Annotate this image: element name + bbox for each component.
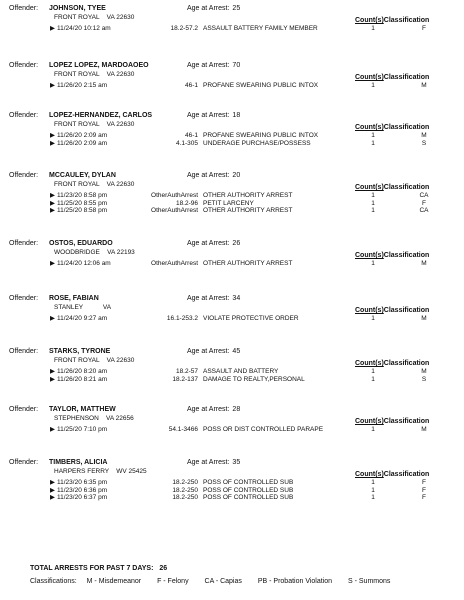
age-label: Age at Arrest: bbox=[187, 172, 230, 179]
charge-description: POSS OF CONTROLLED SUB bbox=[203, 486, 294, 494]
charge-count: 1 bbox=[371, 199, 375, 207]
charge-bullet: ▶ bbox=[50, 315, 55, 322]
offender-location: HARPERS FERRY WV 25425 bbox=[54, 468, 147, 475]
offender-label: Offender: bbox=[9, 295, 39, 302]
charge-classification: F bbox=[422, 486, 426, 494]
offender-name: TIMBERS, ALICIA bbox=[49, 459, 108, 466]
charge-description: DAMAGE TO REALTY,PERSONAL bbox=[203, 375, 305, 383]
counts-header: Count(s) bbox=[355, 124, 384, 131]
charge-classification: M bbox=[421, 426, 427, 433]
classification-legend bbox=[30, 578, 390, 586]
offender-label: Offender: bbox=[9, 112, 39, 119]
charge-code: 18.2-250 bbox=[172, 486, 198, 494]
legend-item: S - Summons bbox=[348, 578, 391, 585]
charge-classification: M bbox=[421, 368, 427, 375]
charge-code: 46-1 bbox=[184, 132, 198, 139]
charge-bullet: ▶ bbox=[50, 494, 55, 501]
offender-label: Offender: bbox=[9, 406, 39, 413]
charge-bullet: ▶ bbox=[50, 207, 55, 214]
age-value: 20 bbox=[232, 172, 241, 179]
charge-count: 1 bbox=[371, 426, 375, 433]
charge-classification: F bbox=[422, 479, 426, 486]
counts-header: Count(s) bbox=[355, 252, 384, 259]
age-value: 70 bbox=[232, 62, 241, 69]
charge-code: 46-1 bbox=[184, 82, 198, 89]
charge-classification: M bbox=[421, 315, 427, 322]
offender-location: FRONT ROYAL VA 22630 bbox=[54, 14, 135, 21]
age-at-arrest bbox=[187, 240, 240, 248]
charge-datetime: 11/25/20 8:55 pm bbox=[57, 199, 108, 207]
charge-code: 18.2-250 bbox=[172, 494, 198, 501]
offender-label: Offender: bbox=[9, 172, 39, 179]
age-at-arrest bbox=[187, 62, 240, 70]
charge-datetime: 11/24/20 12:06 am bbox=[57, 260, 111, 267]
charge-datetime: 11/26/20 8:21 am bbox=[57, 375, 108, 383]
charge-description: VIOLATE PROTECTIVE ORDER bbox=[203, 315, 299, 322]
charge-count: 1 bbox=[371, 192, 375, 199]
offender-label: Offender: bbox=[9, 62, 39, 69]
age-at-arrest bbox=[187, 295, 240, 303]
offender-label: Offender: bbox=[9, 240, 39, 247]
charge-bullet: ▶ bbox=[50, 375, 55, 383]
column-headers bbox=[355, 307, 429, 315]
charge-classification: F bbox=[422, 25, 426, 32]
column-headers bbox=[355, 360, 429, 368]
age-value: 25 bbox=[232, 5, 241, 12]
charge-datetime: 11/26/20 8:20 am bbox=[57, 368, 108, 375]
charge-description: PETIT LARCENY bbox=[203, 199, 254, 207]
charge-bullet: ▶ bbox=[50, 139, 55, 147]
charge-datetime: 11/24/20 10:12 am bbox=[57, 25, 111, 32]
offender-location: FRONT ROYAL VA 22630 bbox=[54, 357, 135, 364]
charge-datetime: 11/25/20 8:58 pm bbox=[57, 207, 108, 214]
total-label: TOTAL ARRESTS FOR PAST 7 DAYS: bbox=[30, 565, 154, 572]
classification-header: Classification bbox=[383, 418, 430, 425]
charge-code: 18.2-96 bbox=[175, 199, 198, 207]
column-headers bbox=[355, 252, 429, 260]
charge-code: 18.2-57 bbox=[175, 368, 198, 375]
age-label: Age at Arrest: bbox=[187, 348, 230, 355]
column-headers bbox=[355, 74, 429, 82]
charge-classification: M bbox=[421, 132, 427, 139]
column-headers bbox=[355, 184, 429, 192]
age-value: 18 bbox=[232, 112, 241, 119]
charge-description: POSS OF CONTROLLED SUB bbox=[203, 494, 294, 501]
charge-datetime: 11/25/20 7:10 pm bbox=[57, 426, 108, 433]
charge-description: POSS OR DIST CONTROLLED PARAPE bbox=[203, 426, 324, 433]
charge-bullet: ▶ bbox=[50, 192, 55, 199]
charge-classification: CA bbox=[419, 192, 429, 199]
charge-code: 54.1-3466 bbox=[168, 426, 198, 433]
offender-location: FRONT ROYAL VA 22630 bbox=[54, 121, 135, 128]
column-headers bbox=[355, 17, 429, 25]
counts-header: Count(s) bbox=[355, 418, 384, 425]
charge-description: OTHER AUTHORITY ARREST bbox=[203, 260, 293, 267]
charge-count: 1 bbox=[371, 315, 375, 322]
charge-bullet: ▶ bbox=[50, 132, 55, 139]
charge-description: OTHER AUTHORITY ARREST bbox=[203, 192, 293, 199]
offender-name: LOPEZ LOPEZ, MARDOAOEO bbox=[49, 62, 149, 69]
legend-item: F - Felony bbox=[157, 578, 189, 585]
age-value: 35 bbox=[232, 459, 241, 466]
charge-datetime: 11/26/20 2:15 am bbox=[57, 82, 108, 89]
offender-label: Offender: bbox=[9, 5, 39, 12]
charge-code: 18.2-250 bbox=[172, 479, 198, 486]
charge-code: OtherAuthArrest bbox=[151, 192, 198, 199]
offender-name: TAYLOR, MATTHEW bbox=[49, 406, 116, 413]
classification-header: Classification bbox=[383, 184, 430, 191]
offender-name: LOPEZ-HERNANDEZ, CARLOS bbox=[49, 112, 153, 119]
charge-description: OTHER AUTHORITY ARREST bbox=[203, 207, 293, 214]
legend-label: Classifications: bbox=[30, 578, 77, 585]
offender-name: OSTOS, EDUARDO bbox=[49, 240, 113, 247]
charge-code: OtherAuthArrest bbox=[151, 207, 198, 214]
charge-datetime: 11/26/20 2:09 am bbox=[57, 132, 108, 139]
legend-item: M - Misdemeanor bbox=[86, 578, 142, 585]
offender-name: ROSE, FABIAN bbox=[49, 295, 99, 302]
offender-location: WOODBRIDGE VA 22193 bbox=[54, 249, 135, 256]
charge-classification: F bbox=[422, 494, 426, 501]
charge-count: 1 bbox=[371, 479, 375, 486]
charge-description: UNDERAGE PURCHASE/POSSESS bbox=[203, 139, 311, 147]
charge-bullet: ▶ bbox=[50, 486, 55, 494]
offender-location: FRONT ROYAL VA 22630 bbox=[54, 71, 135, 78]
age-at-arrest bbox=[187, 459, 240, 467]
charge-count: 1 bbox=[371, 260, 375, 267]
age-at-arrest bbox=[187, 5, 240, 13]
offender-name: MCCAULEY, DYLAN bbox=[49, 172, 116, 179]
counts-header: Count(s) bbox=[355, 307, 384, 314]
counts-header: Count(s) bbox=[355, 471, 384, 478]
legend-item: PB - Probation Violation bbox=[257, 578, 333, 585]
legend-item: CA - Capias bbox=[204, 578, 242, 585]
charge-count: 1 bbox=[371, 139, 375, 147]
charge-classification: CA bbox=[419, 207, 429, 214]
offender-name: STARKS, TYRONE bbox=[49, 348, 111, 355]
counts-header: Count(s) bbox=[355, 17, 384, 24]
offender-name: JOHNSON, TYEE bbox=[49, 5, 106, 12]
charge-datetime: 11/23/20 6:36 pm bbox=[57, 486, 108, 494]
classification-header: Classification bbox=[383, 252, 430, 259]
charge-description: POSS OF CONTROLLED SUB bbox=[203, 479, 294, 486]
age-value: 45 bbox=[232, 348, 241, 355]
charge-description: ASSAULT BATTERY FAMILY MEMBER bbox=[203, 25, 318, 32]
total-arrests bbox=[30, 565, 167, 573]
charge-bullet: ▶ bbox=[50, 479, 55, 486]
counts-header: Count(s) bbox=[355, 74, 384, 81]
offender-location: FRONT ROYAL VA 22630 bbox=[54, 181, 135, 188]
charge-code: 18.2-137 bbox=[172, 375, 198, 383]
charge-datetime: 11/26/20 2:09 am bbox=[57, 139, 108, 147]
age-at-arrest bbox=[187, 172, 240, 180]
column-headers bbox=[355, 471, 429, 479]
classification-header: Classification bbox=[383, 471, 430, 478]
age-value: 26 bbox=[232, 240, 241, 247]
age-label: Age at Arrest: bbox=[187, 62, 230, 69]
charge-datetime: 11/23/20 6:37 pm bbox=[57, 494, 108, 501]
age-label: Age at Arrest: bbox=[187, 295, 230, 302]
charge-code: 16.1-253.2 bbox=[166, 315, 198, 322]
offender-label: Offender: bbox=[9, 348, 39, 355]
charge-bullet: ▶ bbox=[50, 368, 55, 375]
offender-location: STANLEY VA bbox=[54, 304, 112, 311]
charge-count: 1 bbox=[371, 207, 375, 214]
charge-count: 1 bbox=[371, 494, 375, 501]
charge-count: 1 bbox=[371, 82, 375, 89]
classification-header: Classification bbox=[383, 360, 430, 367]
charge-count: 1 bbox=[371, 132, 375, 139]
charge-datetime: 11/24/20 9:27 am bbox=[57, 315, 108, 322]
age-label: Age at Arrest: bbox=[187, 112, 230, 119]
charge-classification: S bbox=[421, 139, 427, 147]
charge-classification: M bbox=[421, 82, 427, 89]
charge-description: PROFANE SWEARING PUBLIC INTOX bbox=[203, 132, 319, 139]
charge-bullet: ▶ bbox=[50, 199, 55, 207]
charge-code: OtherAuthArrest bbox=[151, 260, 198, 267]
age-value: 34 bbox=[232, 295, 241, 302]
charge-count: 1 bbox=[371, 486, 375, 494]
charge-code: 18.2-57.2 bbox=[170, 25, 198, 32]
charge-datetime: 11/23/20 6:35 pm bbox=[57, 479, 108, 486]
charge-bullet: ▶ bbox=[50, 260, 55, 267]
charge-code: 4.1-305 bbox=[175, 139, 198, 147]
total-value: 26 bbox=[159, 565, 168, 572]
charge-count: 1 bbox=[371, 375, 375, 383]
charge-count: 1 bbox=[371, 25, 375, 32]
column-headers bbox=[355, 418, 429, 426]
classification-header: Classification bbox=[383, 307, 430, 314]
charge-datetime: 11/23/20 8:58 pm bbox=[57, 192, 108, 199]
charge-classification: M bbox=[421, 260, 427, 267]
age-label: Age at Arrest: bbox=[187, 406, 230, 413]
charge-classification: F bbox=[422, 199, 426, 207]
age-label: Age at Arrest: bbox=[187, 5, 230, 12]
charge-description: PROFANE SWEARING PUBLIC INTOX bbox=[203, 82, 319, 89]
age-at-arrest bbox=[187, 348, 240, 356]
age-value: 28 bbox=[232, 406, 241, 413]
charge-description: ASSAULT AND BATTERY bbox=[203, 368, 279, 375]
charge-classification: S bbox=[421, 375, 427, 383]
column-headers bbox=[355, 124, 429, 132]
charge-bullet: ▶ bbox=[50, 82, 55, 89]
charge-bullet: ▶ bbox=[50, 426, 55, 433]
age-label: Age at Arrest: bbox=[187, 240, 230, 247]
classification-header: Classification bbox=[383, 74, 430, 81]
age-at-arrest bbox=[187, 406, 240, 414]
age-at-arrest bbox=[187, 112, 240, 120]
classification-header: Classification bbox=[383, 17, 430, 24]
age-label: Age at Arrest: bbox=[187, 459, 230, 466]
counts-header: Count(s) bbox=[355, 184, 384, 191]
charge-bullet: ▶ bbox=[50, 25, 55, 32]
offender-location: STEPHENSON VA 22656 bbox=[54, 415, 134, 422]
charge-count: 1 bbox=[371, 368, 375, 375]
classification-header: Classification bbox=[383, 124, 430, 131]
counts-header: Count(s) bbox=[355, 360, 384, 367]
offender-label: Offender: bbox=[9, 459, 39, 466]
